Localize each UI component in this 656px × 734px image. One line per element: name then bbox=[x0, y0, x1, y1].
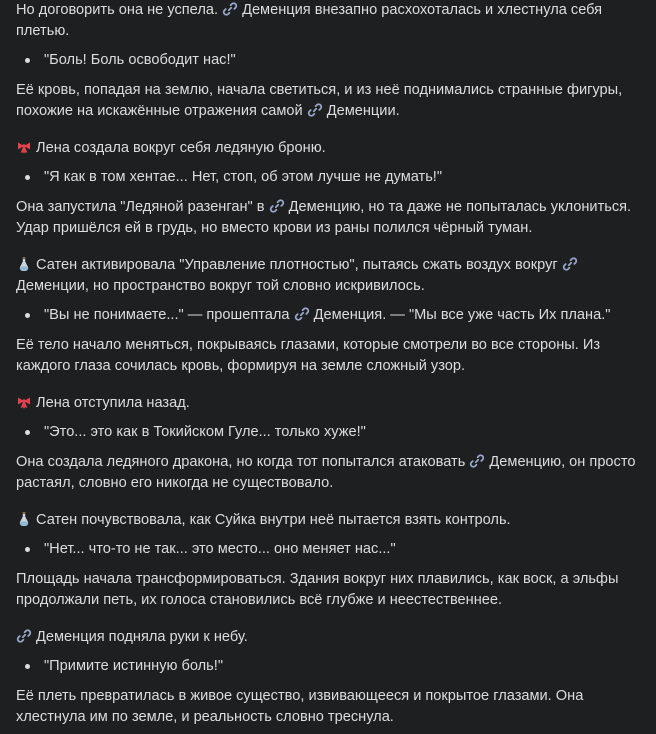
text-run: Она запустила "Ледяной разенган" в bbox=[16, 199, 269, 215]
list-item bbox=[16, 656, 640, 677]
ribbon-icon bbox=[16, 394, 32, 410]
bullet-list bbox=[16, 539, 640, 560]
paragraph bbox=[16, 335, 640, 377]
bullet-dot-icon bbox=[25, 58, 30, 63]
text-run: Деменции, но пространство вокруг той словно искривилось. bbox=[16, 278, 425, 294]
paragraph bbox=[16, 80, 640, 122]
bullet-dot-icon bbox=[25, 430, 30, 435]
paragraph bbox=[16, 197, 640, 239]
text-run: Деменция. — "Мы все уже часть Их плана." bbox=[313, 307, 611, 323]
bullet-dot-icon bbox=[25, 175, 30, 180]
list-item bbox=[16, 539, 640, 560]
bullet-list bbox=[16, 656, 640, 677]
bullet-list bbox=[16, 167, 640, 188]
paragraph bbox=[16, 686, 640, 728]
quote-text: "Нет... что-то не так... это место... оно меняет нас..." bbox=[44, 541, 396, 557]
block-spacer bbox=[16, 611, 640, 627]
bullet-dot-icon bbox=[25, 313, 30, 318]
block-spacer bbox=[16, 377, 640, 393]
text-run: Её плеть превратилась в живое существо, извивающееся и покрытое глазами. Она хлестнула им по земле, и реальность словно треснула. bbox=[16, 688, 584, 725]
text-run: Лена отступила назад. bbox=[36, 395, 190, 411]
paragraph bbox=[16, 510, 640, 531]
text-run: Деменция подняла руки к небу. bbox=[36, 629, 248, 645]
quote-text: "Я как в том хентае... Нет, стоп, об этом лучше не думать!" bbox=[44, 169, 443, 185]
bullet-dot-icon bbox=[25, 547, 30, 552]
text-run: Её кровь, попадая на землю, начала светиться, и из неё поднимались странные фигуры, похожие на искажённые отражения самой bbox=[16, 82, 623, 119]
paragraph bbox=[16, 138, 640, 159]
list-item bbox=[16, 305, 640, 326]
paragraph bbox=[16, 627, 640, 648]
link-icon bbox=[307, 102, 323, 118]
text-run: Сатен почувствовала, как Суйка внутри неё пытается взять контроль. bbox=[36, 512, 511, 528]
link-icon bbox=[222, 1, 238, 17]
paragraph bbox=[16, 393, 640, 414]
bullet-list bbox=[16, 50, 640, 71]
text-run: Сатен активировала "Управление плотностью", пытаясь сжать воздух вокруг bbox=[36, 257, 562, 273]
list-item bbox=[16, 50, 640, 71]
list-item bbox=[16, 422, 640, 443]
link-icon bbox=[269, 198, 285, 214]
link-icon bbox=[562, 256, 578, 272]
text-run: Лена создала вокруг себя ледяную броню. bbox=[36, 140, 326, 156]
text-run: Деменция внезапно расхохоталась и хлестнула себя плетью. bbox=[16, 2, 603, 39]
paragraph bbox=[16, 452, 640, 494]
text-run: Площадь начала трансформироваться. Здания вокруг них плавились, как воск, а эльфы продолжали петь, их голоса становились всё глубже и неестественнее. bbox=[16, 571, 619, 608]
text-run: "Вы не понимаете..." — прошептала bbox=[44, 307, 294, 323]
paragraph bbox=[16, 0, 640, 42]
text-run: Но договорить она не успела. bbox=[16, 2, 223, 18]
block-spacer bbox=[16, 494, 640, 510]
quote-text: "Это... это как в Токийском Гуле... только хуже!" bbox=[44, 424, 366, 440]
bottle-icon bbox=[16, 511, 32, 527]
link-icon bbox=[294, 306, 310, 322]
text-run: Её тело начало меняться, покрываясь глазами, которые смотрели во все стороны. Из каждого глаза сочилась кровь, формируя на земле сложный узор. bbox=[16, 337, 601, 374]
link-icon bbox=[469, 453, 485, 469]
text-run: Деменции. bbox=[326, 103, 400, 119]
bottle-icon bbox=[16, 256, 32, 272]
quote-text: "Примите истинную боль!" bbox=[44, 658, 224, 674]
bullet-list bbox=[16, 422, 640, 443]
paragraph bbox=[16, 255, 640, 297]
list-item bbox=[16, 167, 640, 188]
text-run: Она создала ледяного дракона, но когда тот попытался атаковать bbox=[16, 454, 470, 470]
block-spacer bbox=[16, 239, 640, 255]
link-icon bbox=[16, 628, 32, 644]
paragraph bbox=[16, 569, 640, 611]
bullet-dot-icon bbox=[25, 664, 30, 669]
block-spacer bbox=[16, 122, 640, 138]
quote-text: "Боль! Боль освободит нас!" bbox=[44, 52, 236, 68]
text-run: Деменцию, он просто растаял, словно его никогда не существовало. bbox=[16, 454, 636, 491]
bullet-list bbox=[16, 305, 640, 326]
ribbon-icon bbox=[16, 139, 32, 155]
text-run: Деменцию, но та даже не попыталась уклониться. Удар пришёлся ей в грудь, но вместо крови из раны полился чёрный туман. bbox=[16, 199, 632, 236]
